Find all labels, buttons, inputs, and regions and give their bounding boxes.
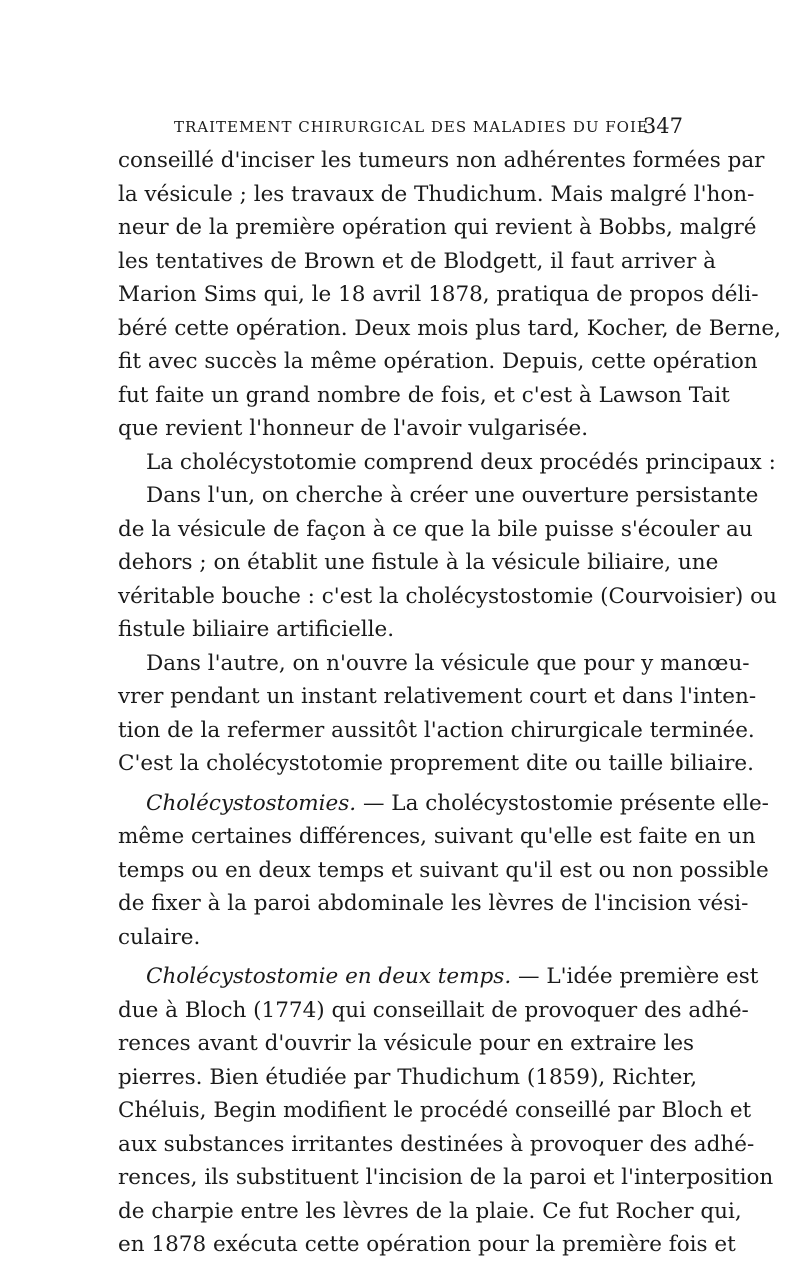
text-line: conseillé d'inciser les tumeurs non adhérentes formées par: [118, 148, 765, 173]
text-line: fit avec succès la même opération. Depuis, cette opération: [118, 349, 758, 374]
text-line: béré cette opération. Deux mois plus tard, Kocher, de Berne,: [118, 315, 781, 341]
text-line: pierres. Bien étudiée par Thudichum (1859), Richter,: [118, 1064, 698, 1090]
text-line: C'est la cholécystotomie proprement dite ou taille biliaire.: [118, 751, 754, 776]
text-line: les tentatives de Brown et de Blodgett, il faut arriver à: [118, 248, 716, 274]
text-line: temps ou en deux temps et suivant qu'il est ou non possible: [118, 857, 769, 883]
section-heading-cholecystostomies: Cholécystostomies.: [146, 790, 357, 816]
running-title: TRAITEMENT CHIRURGICAL DES MALADIES DU FOIE: [174, 118, 649, 136]
text-line: rences avant d'ouvrir la vésicule pour en extraire les: [118, 1031, 695, 1056]
text-line: rences, ils substituent l'incision de la paroi et l'interposition: [118, 1165, 774, 1190]
text-line: [118, 787, 769, 821]
text-line: due à Bloch (1774) qui conseillait de provoquer des adhé-: [118, 997, 749, 1023]
text-line: Dans l'un, on cherche à créer une ouverture persistante: [146, 483, 759, 508]
text-line: que revient l'honneur de l'avoir vulgarisée.: [118, 416, 589, 441]
text-line: fistule biliaire artificielle.: [118, 617, 395, 642]
text-run: — La cholécystostomie présente elle-: [362, 790, 769, 816]
text-line: vrer pendant un instant relativement court et dans l'inten-: [118, 684, 757, 709]
text-line: la vésicule ; les travaux de Thudichum. Mais malgré l'hon-: [118, 181, 755, 207]
text-line: dehors ; on établit une fistule à la vésicule biliaire, une: [118, 550, 719, 575]
text-line: de charpie entre les lèvres de la plaie. Ce fut Rocher qui,: [118, 1198, 742, 1224]
body-text: [118, 144, 781, 1262]
text-line: fut faite un grand nombre de fois, et c'est à Lawson Tait: [118, 382, 730, 408]
text-line: Chéluis, Begin modifient le procédé conseillé par Bloch et: [118, 1098, 752, 1123]
text-line: en 1878 exécuta cette opération pour la première fois et: [118, 1232, 736, 1257]
text-line: neur de la première opération qui revient à Bobbs, malgré: [118, 215, 757, 240]
page-header: [118, 114, 683, 142]
text-line: de fixer à la paroi abdominale les lèvres de l'incision vési-: [118, 891, 749, 916]
text-line: Dans l'autre, on n'ouvre la vésicule que pour y manœu-: [146, 650, 750, 676]
text-line: culaire.: [118, 924, 201, 950]
text-line: même certaines différences, suivant qu'elle est faite en un: [118, 824, 756, 849]
text-run: — L'idée première est: [518, 964, 759, 989]
text-line: tion de la refermer aussitôt l'action chirurgicale terminée.: [118, 717, 755, 743]
section-heading-en-deux-temps: Cholécystostomie en deux temps.: [146, 964, 512, 989]
text-line: [118, 960, 759, 994]
text-line: aux substances irritantes destinées à provoquer des adhé-: [118, 1131, 755, 1157]
text-line: Marion Sims qui, le 18 avril 1878, pratiqua de propos déli-: [118, 282, 759, 307]
text-line: véritable bouche : c'est la cholécystostomie (Courvoisier) ou: [118, 583, 777, 609]
page-number: 347: [642, 114, 683, 138]
text-line: La cholécystotomie comprend deux procédés principaux :: [146, 449, 776, 475]
text-line: de la vésicule de façon à ce que la bile puisse s'écouler au: [118, 516, 753, 542]
